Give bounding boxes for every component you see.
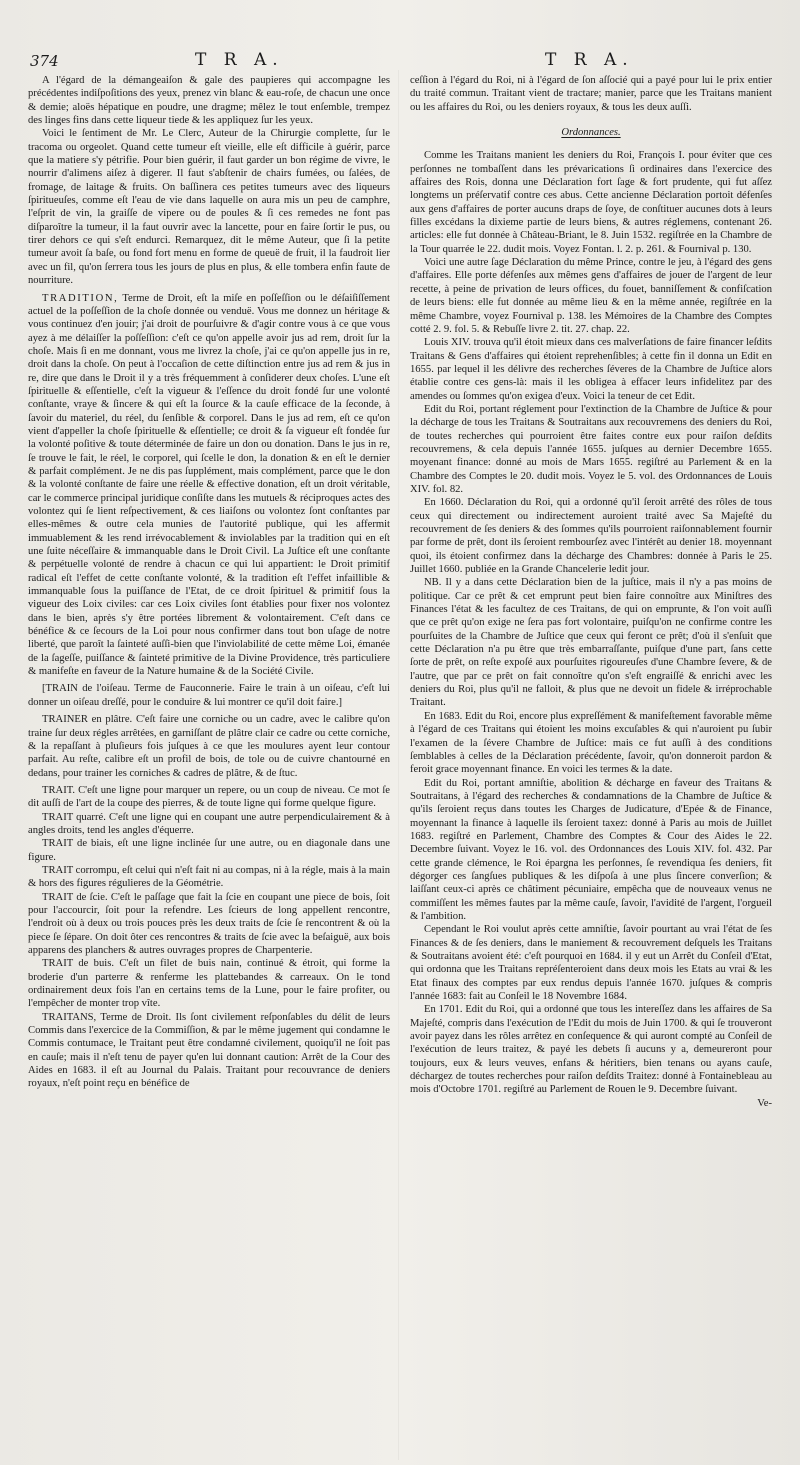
page-header — [25, 50, 775, 74]
running-head-left: T R A. — [195, 50, 284, 70]
entry-train: [TRAIN de l'oiſeau. Terme de Fauconnerie. Faire le train à un oiſeau, c'eſt lui donner un oiſeau dreſſé, pour le conduire & lui montrer ce qu'il doit faire.] — [28, 683, 390, 708]
page-number: 374 — [30, 52, 59, 70]
left-column — [28, 74, 390, 1454]
paragraph-declaration-1660: En 1660. Déclaration du Roi, qui a ordonné qu'il ſeroit arrêté des rôles de tous ceux qui directement ou indirectement auroient traité avec Sa Majeſté du recouvrement de ſes deniers & des ſommes qu'ils pourroient raiſonnablement fournir par forme de prêt, dont ils ſeroient rembourſez avec l'intérêt au denier 18. moyennant quoi, ils étoient confirmez dans la décharge des Chambres: donnée à Paris le 25. Juillet 1660. publiée en la Grande Chancelerie ledit jour. — [410, 497, 772, 576]
entry-trait: TRAIT. C'eſt une ligne pour marquer un repere, ou un coup de niveau. Ce mot ſe dit auſſi de l'art de la coupe des pierres, & de toute ligne qui forme quelque figure. — [28, 784, 390, 810]
running-head-right: T R A. — [545, 50, 634, 70]
paragraph-nota-bene: NB. Il y a dans cette Déclaration bien de la juſtice, mais il n'y a pas moins de politique. Car ce prêt & cet emprunt peut bien faire connoître aux Miniſtres des Finances l'état & les facultez de ces Traitans, de qui on emprunte, & l'on voit auſſi que ce prêt qu'on exige ne ſera pas fort volontaire, puiſqu'on ne confirme contre les pourſuites de la Chambre de Juſtice que ceux qui feront ce prêt; d'où il s'enſuit que cette Déclaration n'a pu être que très embarraſſante, puiſque d'une part, ſans cette ſorte de prêt, on reſte expoſé aux pourſuites rigoureuſes d'une Chambre ſevere, & de l'autre, que par ce prêt on fait connoître qu'on s'eſt engraiſſé & enrichi avec les deniers du Roi, plus qu'il ne falloit, & plus que ne devoit un fidele & irréprochable Traitant. — [410, 577, 772, 709]
paragraph-edit-1655: Edit du Roi, portant réglement pour l'extinction de la Chambre de Juſtice & pour la décharge de tous les Traitans & Soutraitans aux recouvremens des deniers du Roi, de toutes recherches qui pourroient être faites contre eux pour raiſon deſdits recouvremens, & cela depuis l'année 1655. juſques au dernier Decembre 1655. moyenant finance: donné au mois de Mars 1655. regiſtré au Parlement & en la Chambre des Comptes le 20. dudit mois. Voyez le 5. vol. des Ordonnances de Louis XIV. fol. 82. — [410, 403, 772, 495]
entry-body-tradition: Terme de Droit, eſt la miſe en poſſeſſion ou le déſaiſiſſement actuel de la poſſeſſion de la choſe donnée ou venduë. Vous me donnez un héritage & vous continuez d'en jouir; j'ai droit de pourſuivre & d'agir contre vous à ce que vous ayez à me délaiſſer la poſſeſſion: c'eſt ce qu'on appelle avoir jus ad rem, droit ſur la choſe. Mais ſi en me donnant, vous me livrez la choſe, j'ai ce qu'on appelle jus in re, droit dans la choſe. On peut à l'occaſion de cette diſtinction entre jus ad rem & jus in re, dire que dans le Droit il y a très fréquemment à conſiderer deux choſes. L'une eſt ſpirituelle & eſſentielle, c'eſt la vigueur & l'eſſence du droit fondé ſur une volonté conſtante, vraye & ſincere & qui eſt la ſource & la cauſe efficace de la ſeconde, à ſavoir du materiel, du réel, du ſenſible & corporel. Dans le jus ad rem, eſt ce qu'on vient d'appeller la choſe ſpirituelle & eſſentielle; ce droit & ſa vigueur eſt fondée ſur la volonté poſitive & toute déterminée de faire un don ou donation. Dans le jus in re, ſe trouve le fait, le réel, le corporel, qui ſcelle le don, la donation & en eſt le dernier & parfait complément. Je ne dis pas ſupplément, mais complément, parce que le don & la volonté conſtante de faire une réelle & effective donation, eſt un droit véritable, car le commerce principal juridique conſiſte dans les mutuels & réciproques actes des volontez qui ſe lient reſpectivement, & ces liaiſons ou volontez ſont conſtantes par elles-mêmes & outre cela munies de l'autorité publique, qui les affermit immuablement & les rend irrévocablement & inviolables par la tradition qui en eſt une ſuite néceſſaire & immanquable dans le Droit Civil. La Juſtice eſt une conſtante & perpétuelle volonté de rendre à chacun ce qui lui appartient: le Droit primitif radical eſt l'effet de cette conſtante volonté, & la tradition eſt l'effet infaillible & immanquable ſous la puiſſance de l'Etat, de ce droit ſpirituel & primitif ſous la vigueur des Loix civiles: car ces Loix civiles ſont établies pour fixer nos volontez dans le bien, après s'y être portées librement & volontairement. C'eſt dans ce bénéfice & ce ſecours de la Loi pour nous confirmer dans tout bon uſage de notre liberté, que paroît la ſainteté auſſi-bien que l'inviolabilité de cette même Loi, émanée de la ſageſſe, puiſſance & ſainteté primitive de la Divine Providence, très particuliere & manifeſte en faveur de la Nature humaine & de la Société Civile. — [28, 292, 390, 678]
section-title-ordonnances: Ordonnances. — [561, 127, 621, 139]
column-gutter — [398, 70, 399, 1460]
paragraph-edit-1683: En 1683. Edit du Roi, encore plus expreſſément & manifeſtement favorable même à l'égard de ces Traitans qui étoient les moins excuſables & qui n'auroient pu ſubir l'examen de la ſévere Chambre de Juſtice: mais ce fut auſſi à des conditions ſemblables à celles de la Déclaration précédente, ſavoir, qu'on donneroit pardon & feroit grace moyennant finance. En voici les termes & la date. — [410, 710, 772, 776]
paragraph-louis-xiv: Louis XIV. trouva qu'il étoit mieux dans ces malverſations de faire financer leſdits Traitans & Gens d'affaires qui étoient reprehenſibles; à cette fin il donna un Edit en 1655. par lequel il les délivre des recherches ſéveres de la Chambre de Juſtice alors établie contre ces gens-là: mais il les obligea à effacer leurs infidelitez par des amendes ou ſommes qu'on exigea d'eux. Voici la teneur de cet Edit. — [410, 337, 772, 402]
entry-trait-buis: TRAIT de buis. C'eſt un filet de buis nain, continué & étroit, qui forme la broderie d'un parterre & renferme les plattebandes & carreaux. On le tond ordinairement deux fois l'an en certains tems de la Lune, pour le faire profiter, ou l'empêcher de monter trop vîte. — [28, 958, 390, 1010]
right-column — [410, 74, 772, 1454]
entry-traitans: TRAITANS, Terme de Droit. Ils ſont civilement reſponſables du délit de leurs Commis dans l'exercice de la Commiſſion, & par le même jugement qui condamne le Commis contumace, le Traitant peut être condamné civilement, quoiqu'il ne ſoit pas en cauſe; mais il n'eſt tenu de payer qu'en lui donnant caution: Arrêt de la Cour des Aides en 1683. il eſt au Journal du Palais. Traitant pour recouvrance de deniers royaux, n'eſt point reçu en bénéfice de — [28, 1011, 390, 1090]
paragraph-amnesty-edit: Edit du Roi, portant amniſtie, abolition & décharge en faveur des Traitans & Soutraitans, à l'égard des recherches & condamnations de la Chambre de Juſtice & qu'ils ſeroient reçus dans toutes les Charges de Judicature, d'Epée & de Finance, moyennant la finance à laquelle ils ſeroient taxez: donné à Paris au mois de Juillet 1683. regiſtré en Parlement, Chambre des Comptes & Cour des Aides le 22. Decembre ſuivant. Voyez le 16. vol. des Ordonnances des Louis XIV. fol. 432. Par cette grande clémence, le Roi épargna les perſonnes, ſe revendiqua ſes deniers, fit dégorger ces ſangſues publiques & les diſpoſa à une plus ſincere converſion; & laiſſant ceux-ci après ce châtiment pécuniaire, empêcha que de nouveaux venus ne commiſſent les mêmes fautes par la même cauſe, ſavoir, l'avidité de l'argent, l'orgueil & l'ambition. — [410, 777, 772, 922]
paragraph-gaming-declaration: Voici une autre ſage Déclaration du même Prince, contre le jeu, à l'égard des gens d'affaires. Elle porte défenſes aux mêmes gens d'affaires de jouer de l'argent de leur recette, à peine de privation de leurs offices, du fouet, banniſſement & confiſcation de leurs biens: elle fut donnée au même lieu & en la même année, regiſtrée en la même Chambre, voyez Fournival p. 138. les Mémoires de la Chambre des Comptes cotté 2. 9. fol. 5. & Rebuſſe livre 2. tit. 27. chap. 22. — [410, 257, 772, 335]
entry-trait-quarre: TRAIT quarré. C'eſt une ligne qui en coupant une autre perpendiculairement & à angles droits, tend les angles d'équerre. — [28, 811, 390, 836]
entry-term-tradition: TRADITION, — [42, 292, 119, 304]
catchword: Ve- — [757, 1097, 772, 1109]
entry-tradition — [28, 292, 390, 679]
paragraph-francois-declaration: Comme les Traitans manient les deniers du Roi, François I. pour éviter que ces perſonnes ne tombaſſent dans les prévarications ſi ordinaires dans l'exercice des affaires des Rois, donna une Déclaration fort ſage & fort prudente, qui fut aſſez longtems un préſervatif contre ces abus. Cette ancienne Déclaration portoit défenſes aux gens d'affaires de porter aucuns draps de ſoye, de conſtituer aucunes dots à leurs filles excédans la dixieme partie de leurs biens, & autres réglemens, contenant 26. articles: elle fut donnée à Château-Briant, le 8. Juin 1532. regiſtrée en la Chambre de la Tour quarrée le 22. dudit mois. Voyez Fontan. l. 2. p. 261. & Fournival p. 130. — [410, 150, 772, 255]
paragraph-arret-1684: Cependant le Roi voulut après cette amniſtie, ſavoir pourtant au vrai l'état de ſes Finances & de ſes deniers, dans le maniement & recouvrement deſquels les Traitans & Soutraitans avoient été: c'eſt pourquoi en 1684. il y eut un Arrêt du Conſeil d'Etat, qui ordonna que les Traitans repréſenteroient dans deux mois les Etats au vrai & les Etat finaux des comptes par eux rendus depuis l'année 1670. juſques & compris l'année 1683: fait au Conſeil le 18 Novembre 1684. — [410, 924, 772, 1003]
paragraph-continued: ceſſion à l'égard du Roi, ni à l'égard de ſon aſſocié qui a payé pour lui le prix entier du traité commun. Traitant vient de tractare; manier, parce que les Traitans manient ou les affaires du Roi, ou les deniers royaux, & tous les deux auſſi. — [410, 75, 772, 113]
entry-trait-corrompu: TRAIT corrompu, eſt celui qui n'eſt fait ni au compas, ni à la régle, mais à la main & hors des figures régulieres de la Géométrie. — [28, 864, 390, 890]
paragraph-tracoma: Voici le ſentiment de Mr. Le Clerc, Auteur de la Chirurgie complette, ſur le tracoma ou orgeolet. Quand cette tumeur eſt vieille, elle eſt difficile à guérir, parce que la matiere s'y pétrifie. Pour bien guérir, il faut garder un bon régime de vivre, le nourrir d'alimens aiſez à digerer. Il faut s'abſtenir de chairs fumées, ou ſalées, de fromage, de laitage & fruits. On baſſinera ces petites tumeurs avec des liqueurs ſpiritueuſes, comme eſt l'eau de vie dans laquelle on aura mis un peu de camphre, l'eſprit de vin, la graiſſe de vipere ou de poules & ſi ces remedes ne font pas diſparoître la tumeur, il la faut ouvrir avec la lancette, pour en faire ſortir le pus, ou tirer dehors ce qui s'eſt endurci. Remarquez, dit le même Auteur, que ſi la petite tumeur avoit ſa baſe, ou fond fort menu en forme de queuë de fruit, il la faudroit lier avec un fil, qu'on ſerrera tous les jours de plus en plus, & elle tombera enfin faute de nourriture. — [28, 128, 390, 287]
paragraph-edit-1701: En 1701. Edit du Roi, qui a ordonné que tous les intereſſez dans les affaires de Sa Majeſté, compris dans l'exécution de l'Edit du mois de Juin 1700. & qui ſe trouveront avoir payez dans les rôles arrêtez en conſequence & qui auront compté au Conſeil de l'exécution de leurs traitez, & payé les debets ſi aucuns y a, demeureront pour toujours, eux & leurs veuves, enfans & héritiers, bien tenans ou ayans cauſe, déchargez de toutes recherches pour raiſon deſdits Traitez: donné à Fontainebleau au mois d'Octobre 1701. regiſtré au Parlement de Rouen le 9. Decembre ſuivant. — [410, 1004, 772, 1096]
paragraph-eye-remedy: A l'égard de la démangeaiſon & gale des paupieres qui accompagne les précédentes indiſpoſitions des yeux, prenez vin blanc & eau-roſe, de chacun une once & demie; aloës hépatique en poudre, une dragme; mêlez le tout enſemble, trempez des linges fins dans cette liqueur tiede & les appliquez ſur les yeux. — [28, 75, 390, 127]
entry-trainer: TRAINER en plâtre. C'eſt faire une corniche ou un cadre, avec le calibre qu'on traine ſur deux régles arrêtées, en garniſſant de plâtre clair ce cadre ou cette corniche, & la repaſſant à pluſieurs fois juſques à ce que les moulures ayent leur contour parfait. Au reſte, calibre eſt un profil de bois, de tole ou de cuivre chantourné en dedans, pour trainer les corniches & cadres de plâtre, & de ſtuc. — [28, 714, 390, 779]
entry-trait-biais: TRAIT de biais, eſt une ligne inclinée ſur une autre, ou en diagonale dans une figure. — [28, 838, 390, 863]
entry-trait-scie: TRAIT de ſcie. C'eſt le paſſage que fait la ſcie en coupant une piece de bois, ſoit pour l'accourcir, ſoit pour la refendre. Les ſcieurs de long appellent rencontre, l'endroit où à deux ou trois pouces près les deux traits de ſcie ſe rencontrent & où la piece ſe ſépare. On doit ôter ces rencontres & traits de ſcie avec la beſaiguë, aux bois apparens des planchers & autres ouvrages propres de Charpenterie. — [28, 891, 390, 956]
